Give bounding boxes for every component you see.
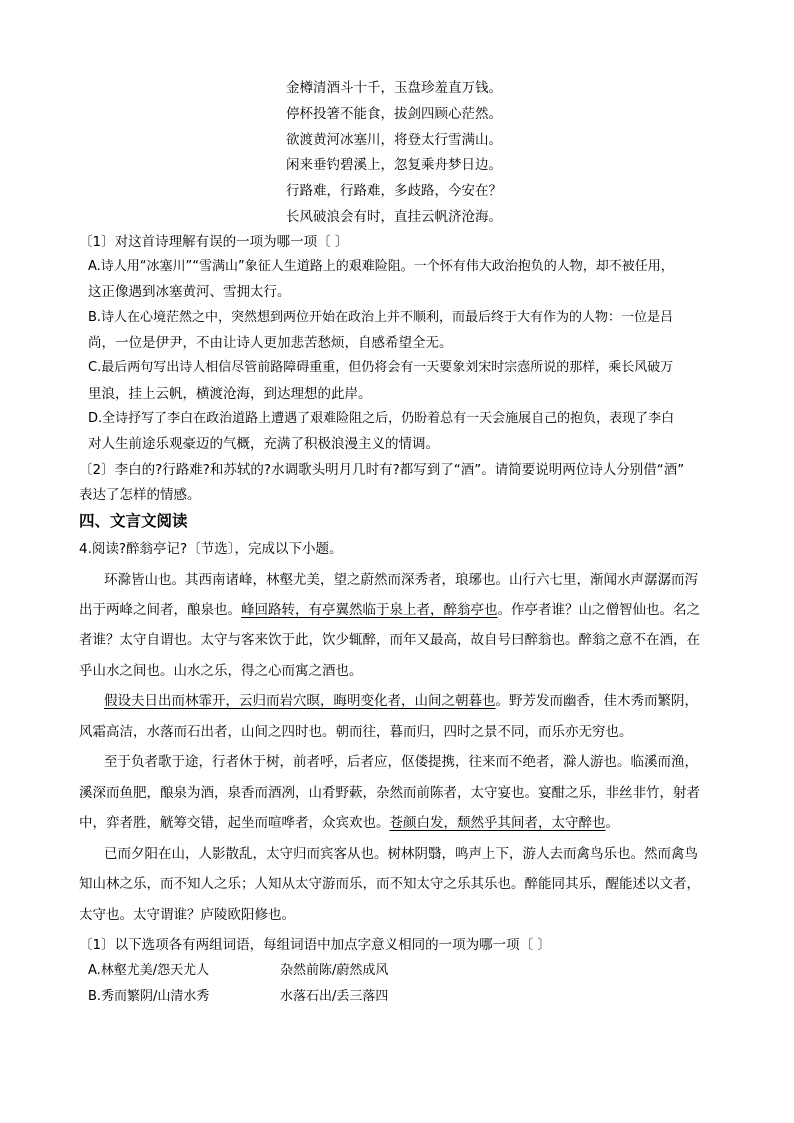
section-heading: 四、文言文阅读: [79, 512, 188, 530]
passage-p1-line-1: 环滁皆山也。其西南诸峰，林壑尤美，望之蔚然而深秀者，琅琊也。山行六七里，渐闻水声潺潺而泻: [104, 572, 698, 588]
passage-text: 。作亭者谁？山之僧智仙也。名之: [497, 602, 700, 618]
underlined-sentence: 峰回路转，有亭翼然临于泉上者，醉翁亭也: [241, 602, 498, 618]
passage-p1-line-4: 乎山水之间也。山水之乐，得之心而寓之酒也。: [79, 663, 363, 679]
passage-text: 中，弈者胜，觥筹交错，起坐而喧哗者，众宾欢也。: [79, 815, 390, 831]
poem-line-4: 闲来垂钓碧溪上，忽复乘舟梦日边。: [286, 157, 502, 173]
option-d-line-2: 对人生前途乐观豪迈的气概，充满了积极浪漫主义的情调。: [88, 436, 439, 452]
poem-line-5: 行路难，行路难，多歧路，今安在？: [286, 183, 502, 199]
passage-text: 出于两峰之间者，酿泉也。: [79, 602, 241, 618]
q4-1-option-b-right: 水落石出/丢三落四: [280, 989, 389, 1004]
passage-p3-line-2: 溪深而鱼肥，酿泉为酒，泉香而酒冽，山肴野蔌，杂然而前陈者，太守宴也。宴酣之乐，非丝非竹，射者: [79, 785, 700, 801]
question-2-line-2: 表达了怎样的情感。: [79, 487, 201, 503]
passage-p1-line-2: [79, 599, 700, 621]
option-a-line-2: 这正像遇到冰塞黄河、雪拥太行。: [88, 284, 291, 300]
poem-line-1: 金樽清酒斗十千，玉盘珍羞直万钱。: [286, 80, 502, 96]
underlined-sentence: 苍颜白发，颓然乎其间者，太守醉也: [389, 815, 606, 831]
underlined-sentence: 假设夫日出而林霏开，云归而岩穴暝，晦明变化者，山间之朝暮也: [104, 693, 496, 709]
passage-p2-line-1: [104, 690, 698, 712]
option-b-line-2: 尚，一位是伊尹，不由让诗人更加悲苦愁烦，自感希望全无。: [88, 335, 453, 351]
question-4-1-stem: 〔1〕以下选项各有两组词语，每组词语中加点字意义相同的一项为哪一项〔 〕: [79, 937, 551, 953]
passage-p3-line-1: 至于负者歌于途，行者休于树，前者呼，后者应，伛偻提携，往来而不绝者，滁人游也。临溪而渔，: [104, 754, 698, 770]
poem-line-3: 欲渡黄河冰塞川，将登太行雪满山。: [286, 132, 502, 148]
passage-p4-line-2: 知山林之乐，而不知人之乐；人知从太守游而乐，而不知太守之乐其乐也。醉能同其乐，醒能述以文者，: [79, 876, 700, 892]
passage-text: 。: [605, 815, 619, 831]
question-1-stem: 〔1〕对这首诗理解有误的一项为哪一项〔 〕: [79, 234, 349, 250]
passage-text: 。野芳发而幽香，佳木秀而繁阴，: [495, 693, 698, 709]
passage-p4-line-1: 已而夕阳在山，人影散乱，太守归而宾客从也。树林阴翳，鸣声上下，游人去而禽鸟乐也。然而禽鸟: [104, 846, 698, 862]
q4-1-option-b-left: B.秀而繁阴/山清水秀: [88, 989, 210, 1004]
question-4-intro: 4.阅读?醉翁亭记?〔节选〕，完成以下小题。: [79, 541, 343, 557]
q4-1-option-a-right: 杂然前陈/蔚然成风: [280, 963, 389, 978]
q4-1-option-a-left: A.林壑尤美/怨天尤人: [88, 963, 210, 978]
poem-line-6: 长风破浪会有时，直挂云帆济沧海。: [286, 209, 502, 225]
passage-p2-line-2: 风霜高洁，水落而石出者，山间之四时也。朝而往，暮而归，四时之景不同，而乐亦无穷也。: [79, 724, 633, 740]
poem-line-2: 停杯投箸不能食，拔剑四顾心茫然。: [286, 106, 502, 122]
option-a-line-1: A.诗人用“冰塞川”“雪满山”象征人生道路上的艰难险阻。一个怀有伟大政治抱负的人物，却不被任用，: [88, 259, 674, 274]
option-d-line-1: D.全诗抒写了李白在政治道路上遭遇了艰难险阻之后，仍盼着总有一天会施展自己的抱负，表现了李白: [88, 411, 675, 426]
option-b-line-1: B.诗人在心境茫然之中，突然想到两位开始在政治上并不顺利，而最后终于大有作为的人物：一位是吕: [88, 310, 674, 325]
question-2-line-1: 〔2〕李白的?行路难?和苏轼的?水调歌头明月几时有?都写到了“酒”。请简要说明两位诗人分别借“酒”: [79, 462, 685, 478]
option-c-line-1: C.最后两句写出诗人相信尽管前路障碍重重，但仍将会有一天要象刘宋时宗悫所说的那样，乘长风破万: [88, 360, 674, 375]
passage-p4-line-3: 太守也。太守谓谁？庐陵欧阳修也。: [79, 907, 295, 923]
option-c-line-2: 里浪，挂上云帆，横渡沧海，到达理想的此岸。: [88, 386, 372, 402]
passage-p3-line-3: [79, 812, 619, 834]
passage-p1-line-3: 者谁？太守自谓也。太守与客来饮于此，饮少辄醉，而年又最高，故自号曰醉翁也。醉翁之意不在酒，在: [79, 632, 700, 648]
